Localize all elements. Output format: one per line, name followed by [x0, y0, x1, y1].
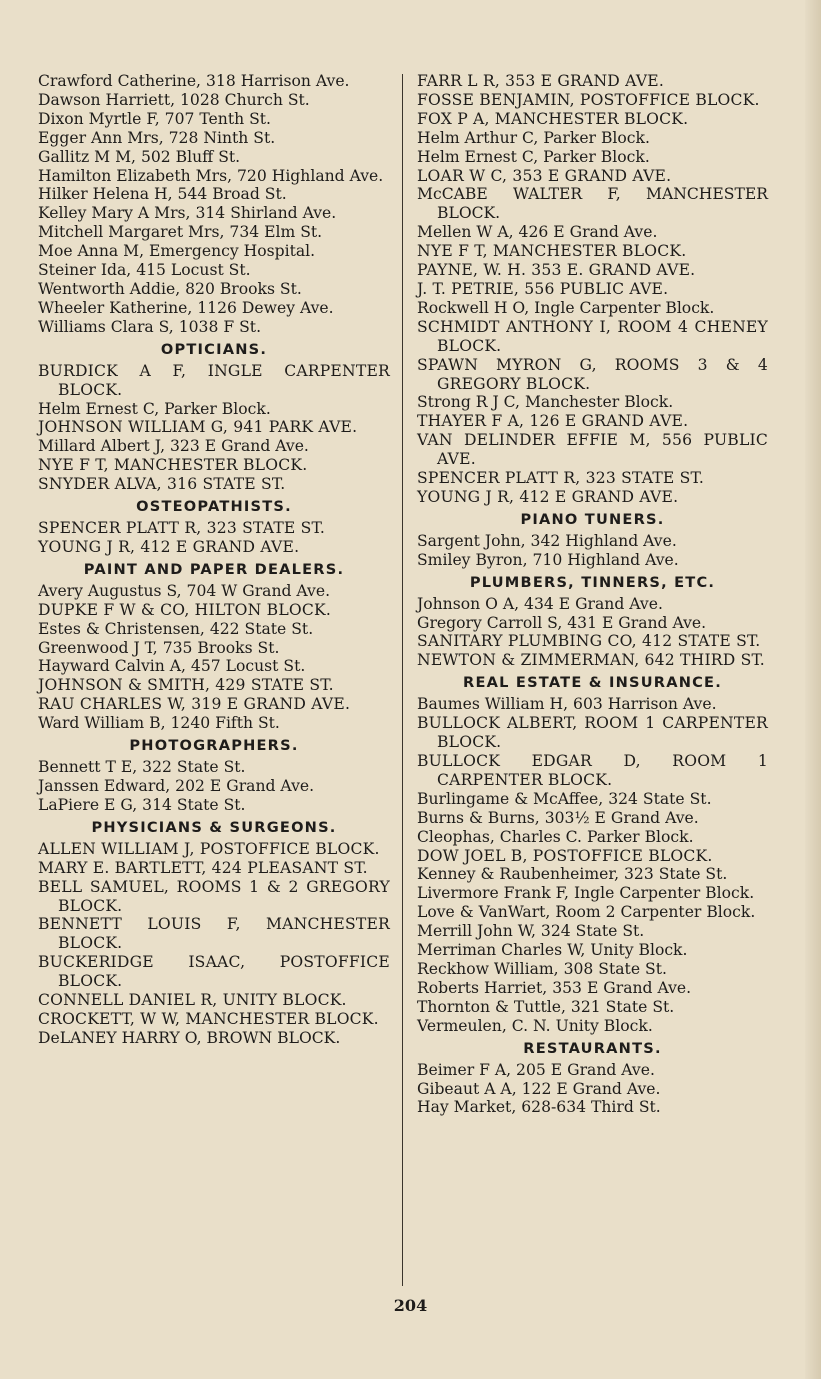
- directory-entry: Egger Ann Mrs, 728 Ninth St.: [38, 128, 276, 147]
- directory-entry: Sargent John, 342 Highland Ave.: [417, 531, 677, 550]
- directory-entry: NYE F T, MANCHESTER BLOCK.: [417, 242, 687, 261]
- directory-entry: Burlingame & McAffee, 324 State St.: [417, 789, 712, 808]
- directory-entry: Wentworth Addie, 820 Brooks St.: [38, 279, 302, 298]
- directory-entry: FARR L R, 353 E GRAND AVE.: [417, 72, 665, 90]
- directory-entry: SPAWN MYRON G, ROOMS 3 & 4 GREGORY BLOCK.: [417, 355, 768, 393]
- category-heading: REAL ESTATE & INSURANCE.: [463, 674, 722, 692]
- category-heading: PHYSICIANS & SURGEONS.: [91, 818, 337, 836]
- directory-entry: Hamilton Elizabeth Mrs, 720 Highland Ave.: [38, 166, 384, 185]
- directory-entry: Johnson O A, 434 E Grand Ave.: [417, 594, 663, 613]
- directory-entry: Roberts Harriet, 353 E Grand Ave.: [417, 978, 692, 997]
- category-heading: PLUMBERS, TINNERS, ETC.: [469, 573, 716, 591]
- directory-entry: Mellen W A, 426 E Grand Ave.: [417, 223, 658, 242]
- category-heading: OSTEOPATHISTS.: [136, 498, 292, 516]
- directory-entry: RAU CHARLES W, 319 E GRAND AVE.: [38, 695, 351, 714]
- directory-entry: PAYNE, W. H. 353 E. GRAND AVE.: [417, 261, 696, 280]
- directory-entry: BENNETT LOUIS F, MANCHESTER BLOCK.: [38, 915, 390, 953]
- directory-entry: DUPKE F W & CO, HILTON BLOCK.: [38, 600, 332, 619]
- directory-entry: Strong R J C, Manchester Block.: [417, 393, 674, 412]
- directory-entry: Gregory Carroll S, 431 E Grand Ave.: [417, 613, 707, 632]
- directory-entry: FOX P A, MANCHESTER BLOCK.: [417, 109, 689, 128]
- directory-entry: SPENCER PLATT R, 323 STATE ST.: [38, 519, 326, 538]
- directory-entry: BURDICK A F, INGLE CARPENTER BLOCK.: [38, 361, 390, 399]
- right-column: [417, 72, 768, 1117]
- directory-entry: NYE F T, MANCHESTER BLOCK.: [38, 456, 308, 475]
- directory-entry: YOUNG J R, 412 E GRAND AVE.: [38, 537, 300, 556]
- directory-entry: JOHNSON WILLIAM G, 941 PARK AVE.: [38, 418, 358, 437]
- directory-entry: Helm Ernest C, Parker Block.: [417, 147, 650, 166]
- directory-entry: Smiley Byron, 710 Highland Ave.: [417, 550, 679, 569]
- directory-entry: Kelley Mary A Mrs, 314 Shirland Ave.: [38, 204, 337, 223]
- category-heading: OPTICIANS.: [160, 340, 268, 358]
- directory-entry: MARY E. BARTLETT, 424 PLEASANT ST.: [38, 858, 368, 877]
- directory-entry: Ward William B, 1240 Fifth St.: [38, 714, 280, 733]
- directory-entry: SANITARY PLUMBING CO, 412 STATE ST.: [417, 632, 761, 651]
- directory-entry: McCABE WALTER F, MANCHESTER BLOCK.: [417, 185, 768, 223]
- directory-entry: CONNELL DANIEL R, UNITY BLOCK.: [38, 991, 347, 1010]
- directory-entry: ALLEN WILLIAM J, POSTOFFICE BLOCK.: [38, 839, 380, 858]
- directory-entry: FOSSE BENJAMIN, POSTOFFICE BLOCK.: [417, 90, 760, 109]
- directory-entry: Gallitz M M, 502 Bluff St.: [38, 147, 241, 166]
- directory-entry: Baumes William H, 603 Harrison Ave.: [417, 695, 717, 714]
- directory-entry: Gibeaut A A, 122 E Grand Ave.: [417, 1079, 661, 1098]
- directory-entry: Rockwell H O, Ingle Carpenter Block.: [417, 298, 715, 317]
- directory-entry: SPENCER PLATT R, 323 STATE ST.: [417, 469, 705, 488]
- directory-entry: BULLOCK ALBERT, ROOM 1 CARPENTER BLOCK.: [417, 714, 768, 752]
- directory-entry: YOUNG J R, 412 E GRAND AVE.: [417, 487, 679, 506]
- category-heading: PAINT AND PAPER DEALERS.: [83, 560, 345, 578]
- directory-entry: Merrill John W, 324 State St.: [417, 922, 645, 941]
- directory-entry: Janssen Edward, 202 E Grand Ave.: [38, 777, 315, 795]
- directory-entry: VAN DELINDER EFFIE M, 556 PUBLIC AVE.: [417, 431, 768, 469]
- directory-entry: Mitchell Margaret Mrs, 734 Elm St.: [38, 223, 323, 242]
- directory-entry: NEWTON & ZIMMERMAN, 642 THIRD ST.: [417, 651, 765, 670]
- directory-entry: Thornton & Tuttle, 321 State St.: [417, 997, 675, 1016]
- directory-entry: Kenney & Raubenheimer, 323 State St.: [417, 865, 728, 884]
- directory-entry: SCHMIDT ANTHONY I, ROOM 4 CHENEY BLOCK.: [417, 317, 768, 355]
- directory-entry: Estes & Christensen, 422 State St.: [38, 619, 314, 638]
- directory-entry: Avery Augustus S, 704 W Grand Ave.: [38, 581, 331, 600]
- directory-entry: THAYER F A, 126 E GRAND AVE.: [417, 412, 689, 431]
- directory-entry: Merriman Charles W, Unity Block.: [417, 941, 688, 960]
- directory-entry: Steiner Ida, 415 Locust St.: [38, 261, 251, 280]
- directory-entry: SNYDER ALVA, 316 STATE ST.: [38, 475, 286, 494]
- directory-entry: Cleophas, Charles C. Parker Block.: [417, 827, 694, 846]
- directory-entry: DeLANEY HARRY O, BROWN BLOCK.: [38, 1028, 341, 1047]
- directory-entry: Dawson Harriett, 1028 Church St.: [38, 90, 310, 109]
- page-edge-shadow: [805, 0, 821, 1379]
- directory-entry: Beimer F A, 205 E Grand Ave.: [417, 1060, 655, 1079]
- directory-entry: Helm Arthur C, Parker Block.: [417, 128, 650, 147]
- category-heading: RESTAURANTS.: [523, 1039, 662, 1057]
- directory-entry: Love & VanWart, Room 2 Carpenter Block.: [417, 903, 756, 922]
- page-number: 204: [393, 1296, 428, 1315]
- directory-entry: Helm Ernest C, Parker Block.: [38, 399, 271, 418]
- left-column: [38, 72, 390, 1048]
- directory-entry: Hayward Calvin A, 457 Locust St.: [38, 657, 306, 676]
- directory-entry: DOW JOEL B, POSTOFFICE BLOCK.: [417, 846, 713, 865]
- directory-entry: BULLOCK EDGAR D, ROOM 1 CARPENTER BLOCK.: [417, 752, 768, 789]
- directory-entry: Hilker Helena H, 544 Broad St.: [38, 185, 287, 204]
- category-heading: PIANO TUNERS.: [520, 510, 665, 528]
- directory-entry: Crawford Catherine, 318 Harrison Ave.: [38, 72, 350, 90]
- directory-entry: Moe Anna M, Emergency Hospital.: [38, 242, 316, 261]
- directory-entry: CROCKETT, W W, MANCHESTER BLOCK.: [38, 1009, 379, 1028]
- directory-entry: Williams Clara S, 1038 F St.: [38, 317, 262, 336]
- directory-entry: LOAR W C, 353 E GRAND AVE.: [417, 166, 672, 185]
- directory-entry: Wheeler Katherine, 1126 Dewey Ave.: [38, 298, 334, 317]
- directory-entry: BUCKERIDGE ISAAC, POSTOFFICE BLOCK.: [38, 953, 390, 991]
- column-divider: [402, 74, 403, 1286]
- directory-entry: BELL SAMUEL, ROOMS 1 & 2 GREGORY BLOCK.: [38, 877, 390, 915]
- directory-entry: J. T. PETRIE, 556 PUBLIC AVE.: [417, 279, 669, 298]
- directory-entry: Hay Market, 628-634 Third St.: [417, 1098, 661, 1117]
- directory-entry: Greenwood J T, 735 Brooks St.: [38, 638, 280, 657]
- directory-entry: Reckhow William, 308 State St.: [417, 959, 667, 978]
- directory-entry: Bennett T E, 322 State St.: [38, 758, 246, 777]
- directory-entry: Vermeulen, C. N. Unity Block.: [417, 1016, 653, 1035]
- directory-entry: Livermore Frank F, Ingle Carpenter Block.: [417, 884, 755, 903]
- category-heading: PHOTOGRAPHERS.: [129, 737, 299, 755]
- directory-entry: JOHNSON & SMITH, 429 STATE ST.: [38, 676, 334, 695]
- directory-entry: Burns & Burns, 303½ E Grand Ave.: [417, 808, 699, 827]
- directory-entry: Millard Albert J, 323 E Grand Ave.: [38, 437, 309, 456]
- directory-entry: Dixon Myrtle F, 707 Tenth St.: [38, 109, 271, 128]
- directory-entry: LaPiere E G, 314 State St.: [38, 795, 246, 814]
